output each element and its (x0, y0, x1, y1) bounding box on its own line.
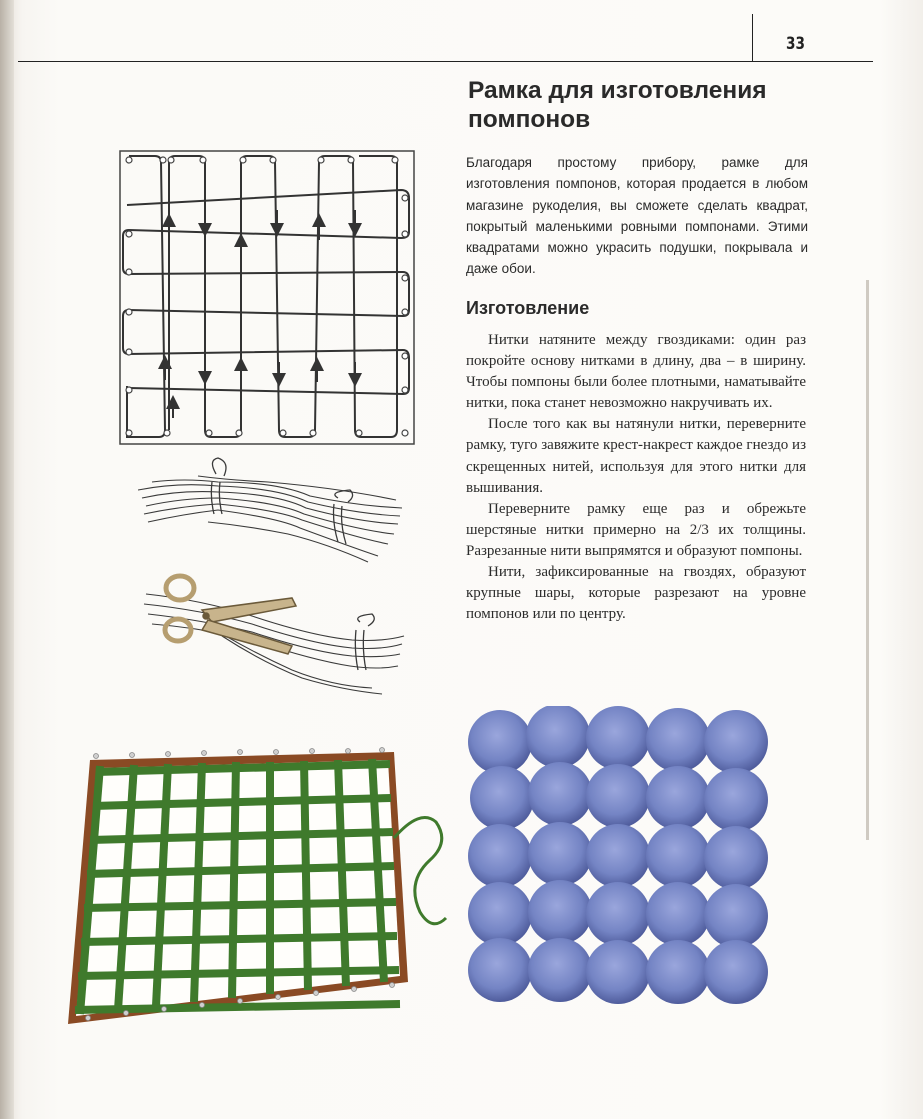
cut-tie-knot (355, 614, 374, 670)
instruction-paragraph: После того как вы натянули нитки, переверните рамку, туго завяжите крест-накрест каждое гнездо из скрещенных нитей, используя для этого нитки для вышивания. (466, 416, 806, 496)
instruction-paragraph: Нитки натяните между гвоздиками: один раз покройте основу нитками в длину, два – в ширину. Чтобы помпоны были более плотными, наматывайте нитки, пока станет невозможно накручивать их. (466, 332, 806, 412)
green-yarn-frame-photo (60, 742, 460, 1032)
page-title: Рамка для изготовления помпонов (468, 77, 767, 133)
page-edge-shadow (866, 280, 869, 840)
intro-paragraph: Благодаря простому прибору, рамке для изготовления помпонов, которая продается в любом магазине рукоделия, вы сможете сделать квадрат, покрытый маленькими ровными помпонами. Этими квадратами можно украсить подушки, покрывала и даже обои. (466, 155, 808, 277)
section-heading: Изготовление (466, 298, 590, 318)
cutting-illustration (142, 570, 408, 698)
instruction-paragraph: Нити, зафиксированные на гвоздях, образуют крупные шары, которые разрезают на уровне помпонов или по центру. (466, 564, 806, 623)
tying-illustration (138, 452, 408, 570)
page-gutter-shadow (0, 0, 14, 1119)
page-number-divider (752, 14, 753, 62)
pompom-square-photo (466, 706, 776, 1006)
instructions-body (466, 330, 806, 625)
tie-knots (211, 458, 352, 544)
page-number: 33 (786, 34, 805, 54)
yarn-strands (138, 476, 402, 562)
threading-diagram (119, 150, 415, 445)
pompom-grid (468, 706, 768, 1004)
instruction-paragraph: Переверните рамку еще раз и обрежьте шерстяные нитки примерно на 2/3 их толщины. Разрезанные нити выпрямятся и образуют помпоны. (466, 500, 806, 559)
scissors-icon (165, 576, 296, 654)
header-rule (18, 61, 873, 62)
